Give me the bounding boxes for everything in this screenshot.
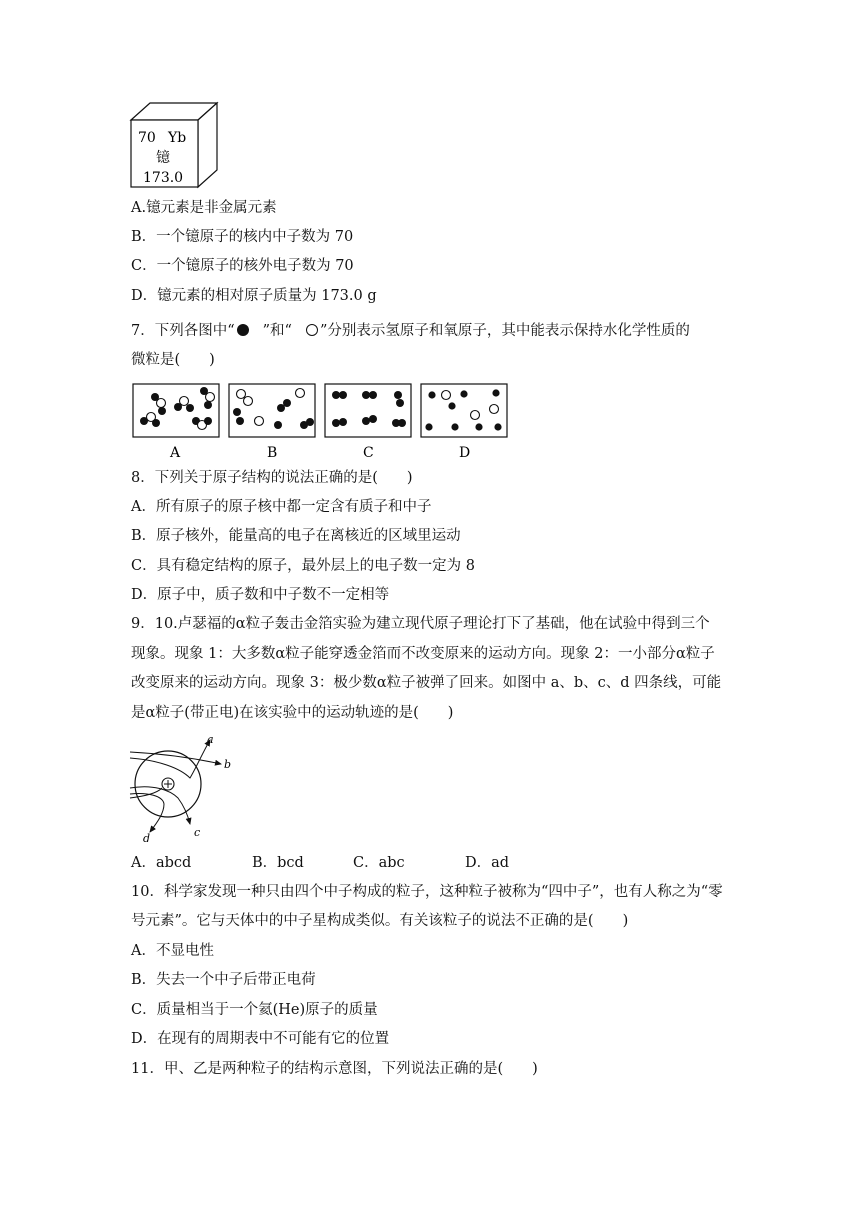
q7-molecule-figures xyxy=(130,381,520,463)
q10-option-a: A．不显电性 xyxy=(131,943,214,959)
q7-stem xyxy=(131,321,690,341)
q7-stem-c: ”分别表示氢原子和氧原子，其中能表示保持水化学性质的 xyxy=(319,323,690,339)
track-label-c: c xyxy=(194,826,201,839)
q10-line-1: 10．科学家发现一种只由四个中子构成的粒子，这种粒子被称为“四中子”，也有人称之为“零 xyxy=(131,884,723,900)
element-symbol: Yb xyxy=(168,130,187,146)
q7-stem-a: 7．下列各图中“ xyxy=(131,323,235,339)
q6-option-d: D．镱元素的相对原子质量为 173.0 g xyxy=(131,288,377,304)
q7-label-d: D xyxy=(459,445,471,461)
q7-label-c: C xyxy=(363,445,374,461)
hydrogen-atom-icon xyxy=(237,324,249,336)
q7-stem-b: ”和“ xyxy=(262,323,292,339)
track-label-d: d xyxy=(143,832,151,844)
q7-label-b: B xyxy=(267,445,278,461)
element-mass: 173.0 xyxy=(143,170,184,186)
q9-option-b: B．bcd xyxy=(252,855,304,871)
q9-option-c: C．abc xyxy=(353,855,405,871)
track-label-b: b xyxy=(224,758,232,771)
q6-option-a: A.镱元素是非金属元素 xyxy=(131,200,277,216)
q6-option-b: B．一个镱原子的核内中子数为 70 xyxy=(131,229,354,245)
q8-option-b: B．原子核外，能量高的电子在离核近的区域里运动 xyxy=(131,528,461,544)
q7-box-b xyxy=(229,384,315,437)
q7-box-a xyxy=(133,384,219,437)
q7-box-d xyxy=(421,384,507,437)
rutherford-scattering-figure xyxy=(128,732,240,844)
element-card-figure xyxy=(128,100,220,192)
oxygen-atom-icon xyxy=(306,324,318,336)
q10-line-2: 号元素”。它与天体中的中子星构成类似。有关该粒子的说法不正确的是( ) xyxy=(131,913,629,929)
q8-option-d: D．原子中，质子数和中子数不一定相等 xyxy=(131,587,390,603)
track-label-a: a xyxy=(207,733,214,746)
q10-option-c: C．质量相当于一个氦(He)原子的质量 xyxy=(131,1002,378,1018)
q9-line-2: 现象。现象 1：大多数α粒子能穿透金箔而不改变原来的运动方向。现象 2：一小部分α粒子 xyxy=(131,646,715,662)
q8-option-a: A．所有原子的原子核中都一定含有质子和中子 xyxy=(131,499,432,515)
q8-stem: 8．下列关于原子结构的说法正确的是( ) xyxy=(131,470,413,486)
element-name: 镱 xyxy=(156,150,170,166)
q9-line-1: 9．10.卢瑟福的α粒子轰击金箔实验为建立现代原子理论打下了基础，他在试验中得到三个 xyxy=(131,616,710,632)
q7-stem-line2: 微粒是( ) xyxy=(131,352,215,368)
q7-label-a: A xyxy=(170,445,181,461)
q9-option-a: A．abcd xyxy=(131,855,192,871)
q6-option-c: C．一个镱原子的核外电子数为 70 xyxy=(131,258,354,274)
q9-options xyxy=(131,853,509,873)
q9-line-4: 是α粒子(带正电)在该实验中的运动轨迹的是( ) xyxy=(131,705,454,721)
q11-stem: 11．甲、乙是两种粒子的结构示意图，下列说法正确的是( ) xyxy=(131,1061,538,1077)
q10-option-b: B．失去一个中子后带正电荷 xyxy=(131,972,316,988)
q9-option-d: D．ad xyxy=(465,855,510,871)
element-number: 70 xyxy=(138,130,156,146)
q7-box-c xyxy=(325,384,411,437)
q10-option-d: D．在现有的周期表中不可能有它的位置 xyxy=(131,1031,390,1047)
q8-option-c: C．具有稳定结构的原子，最外层上的电子数一定为 8 xyxy=(131,558,475,574)
q9-line-3: 改变原来的运动方向。现象 3：极少数α粒子被弹了回来。如图中 a、b、c、d 四条线，可能 xyxy=(131,675,722,691)
